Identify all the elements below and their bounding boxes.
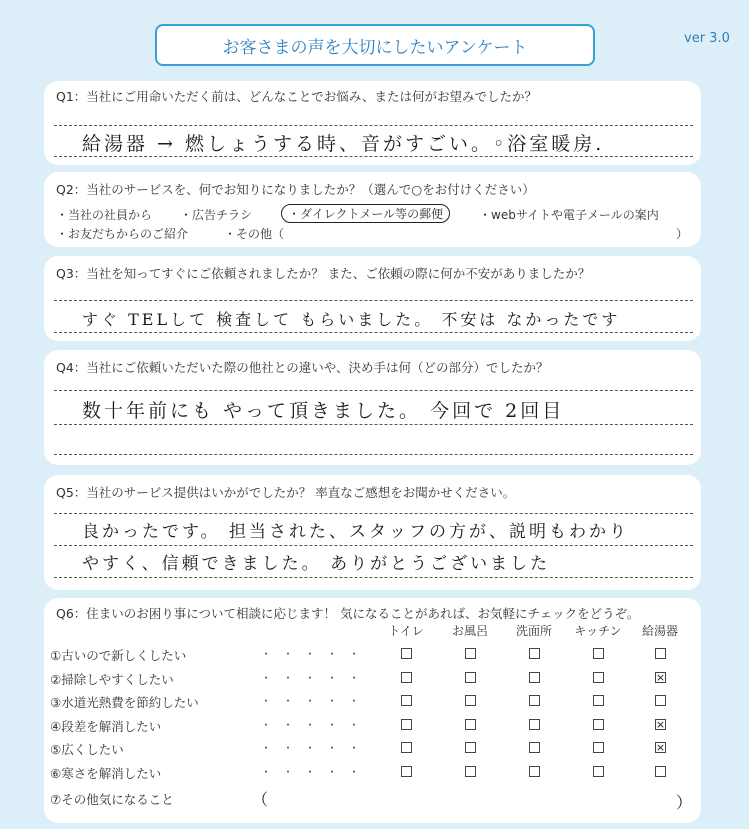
q6-checkbox[interactable] — [593, 742, 604, 753]
q6-row-dots: ・・・・・ — [260, 717, 371, 732]
q6-checkbox[interactable] — [593, 672, 604, 683]
q3-question: Q3：当社を知ってすぐにご依頼されましたか？ また、ご依頼の際に何か不安がありましたか？ — [56, 266, 591, 281]
col-bath: お風呂 — [451, 624, 488, 638]
q6-checkbox[interactable] — [465, 719, 476, 730]
q6-checkbox[interactable] — [529, 719, 540, 730]
col-toilet: トイレ — [388, 624, 424, 638]
q5-answer-line1[interactable]: 良かったです。 担当された、スタッフの方が、説明もわかり — [82, 522, 630, 542]
q6-row-dots: ・・・・・ — [260, 741, 371, 755]
q6-checkbox[interactable] — [529, 672, 540, 683]
col-kitchen: キッチン — [574, 624, 622, 638]
q5-question: Q5：当社のサービス提供はいかがでしたか？ 率直なご感想をお聞かせください。 — [56, 485, 516, 500]
q2-question: Q2：当社のサービスを、何でお知りになりましたか？（選んで○をお付けください） — [56, 182, 535, 197]
q3-answer[interactable]: すぐ TELして 検査して もらいました。 不安は なかったです — [82, 310, 621, 329]
q1-line-bottom — [54, 156, 693, 157]
q6-row-label: ①古いので新しくしたい — [50, 648, 187, 663]
q6-row-label: ③水道光熱費を節約したい — [50, 695, 199, 710]
q2-option-other[interactable]: ・その他（ — [224, 227, 285, 241]
q6-other-close-paren: ） — [676, 793, 693, 812]
q5-panel — [44, 475, 701, 590]
q6-other-label: ⑦その他気になること — [50, 792, 174, 807]
q6-checkbox[interactable] — [655, 766, 666, 777]
q2-option-flyer[interactable]: ・広告チラシ — [180, 208, 253, 222]
q6-checkbox[interactable] — [401, 648, 412, 659]
q6-checkbox[interactable] — [401, 695, 412, 706]
q6-row-label: ④段差を解消したい — [50, 718, 162, 734]
q6-checkbox[interactable] — [401, 672, 412, 683]
q6-checkbox[interactable] — [655, 695, 666, 706]
q6-row-dots: ・・・・・ — [260, 647, 371, 661]
q6-checkbox[interactable] — [465, 695, 476, 706]
q6-checkbox[interactable] — [465, 672, 476, 683]
q6-checkbox[interactable] — [401, 719, 412, 730]
q1-question: Q1：当社にご用命いただく前は、どんなことでお悩み、または何がお望みでしたか？ — [56, 89, 538, 104]
q4-line-2 — [54, 424, 693, 425]
q6-checkbox[interactable] — [529, 695, 540, 706]
q6-row-dots: ・・・・・ — [260, 764, 371, 779]
q4-answer[interactable]: 数十年前にも やって頂きました。 今回で 2回目 — [82, 400, 565, 422]
q5-line-2 — [54, 545, 693, 546]
q3-line-bottom — [54, 332, 693, 333]
q6-checkbox[interactable] — [465, 648, 476, 659]
q1-answer[interactable]: 給湯器 → 燃しょうする時、音がすごい。◦浴室暖房. — [82, 133, 605, 155]
q6-row-label: ⑤広くしたい — [50, 742, 124, 757]
q6-checkbox[interactable] — [401, 742, 412, 753]
q6-checkbox[interactable] — [401, 766, 412, 777]
q6-row-dots: ・・・・・ — [260, 694, 371, 708]
col-washroom: 洗面所 — [515, 624, 552, 638]
q2-panel — [44, 172, 701, 247]
q6-checkbox[interactable] — [655, 648, 666, 659]
q2-option-staff[interactable]: ・当社の社員から — [56, 208, 153, 222]
q2-option-web[interactable]: ・webサイトや電子メールの案内 — [479, 208, 659, 222]
q1-line-top — [54, 125, 693, 126]
q3-panel — [44, 256, 701, 341]
q6-row-label: ⑥寒さを解消したい — [50, 765, 162, 781]
q6-row-label: ②掃除しやすくしたい — [50, 671, 174, 687]
survey-title: お客さまの声を大切にしたいアンケート — [155, 24, 595, 66]
q2-option-friend[interactable]: ・お友だちからのご紹介 — [56, 227, 189, 241]
q2-option-other-close: ） — [676, 227, 689, 241]
q6-checkbox[interactable] — [593, 719, 604, 730]
q6-checkbox[interactable] — [593, 695, 604, 706]
q4-line-1 — [54, 390, 693, 391]
q6-checkbox[interactable] — [529, 766, 540, 777]
q5-answer-line2[interactable]: やすく、信頼できました。 ありがとうございました — [82, 554, 551, 574]
q6-checkbox-checked[interactable]: × — [655, 741, 666, 754]
q6-panel — [44, 598, 701, 823]
q5-line-1 — [54, 513, 693, 514]
q3-line-top — [54, 300, 693, 301]
q6-question: Q6：住まいのお困り事について相談に応じます！ 気になることがあれば、お気軽にチェックをどうぞ。 — [56, 606, 640, 621]
q6-checkbox[interactable] — [465, 742, 476, 753]
q6-checkbox[interactable] — [593, 648, 604, 659]
q6-checkbox[interactable] — [529, 648, 540, 659]
q6-checkbox[interactable] — [465, 766, 476, 777]
q4-line-3 — [54, 454, 693, 455]
q6-other-open-paren: （ — [252, 790, 269, 809]
q6-checkbox-checked[interactable]: × — [655, 670, 666, 684]
version-label: ver 3.0 — [684, 31, 730, 46]
q6-checkbox[interactable] — [529, 742, 540, 753]
q6-row-dots: ・・・・・ — [260, 670, 371, 685]
q4-panel — [44, 350, 701, 465]
q6-checkbox[interactable] — [593, 766, 604, 777]
q2-option-direct-mail-selected[interactable]: ・ダイレクトメール等の郵便 — [281, 204, 450, 223]
q4-question: Q4：当社にご依頼いただいた際の他社との違いや、決め手は何（どの部分）でしたか？ — [56, 360, 549, 375]
q5-line-3 — [54, 577, 693, 578]
q6-checkbox-checked[interactable]: × — [655, 717, 666, 731]
col-water-heater: 給湯器 — [641, 624, 678, 638]
q1-panel — [44, 81, 701, 165]
